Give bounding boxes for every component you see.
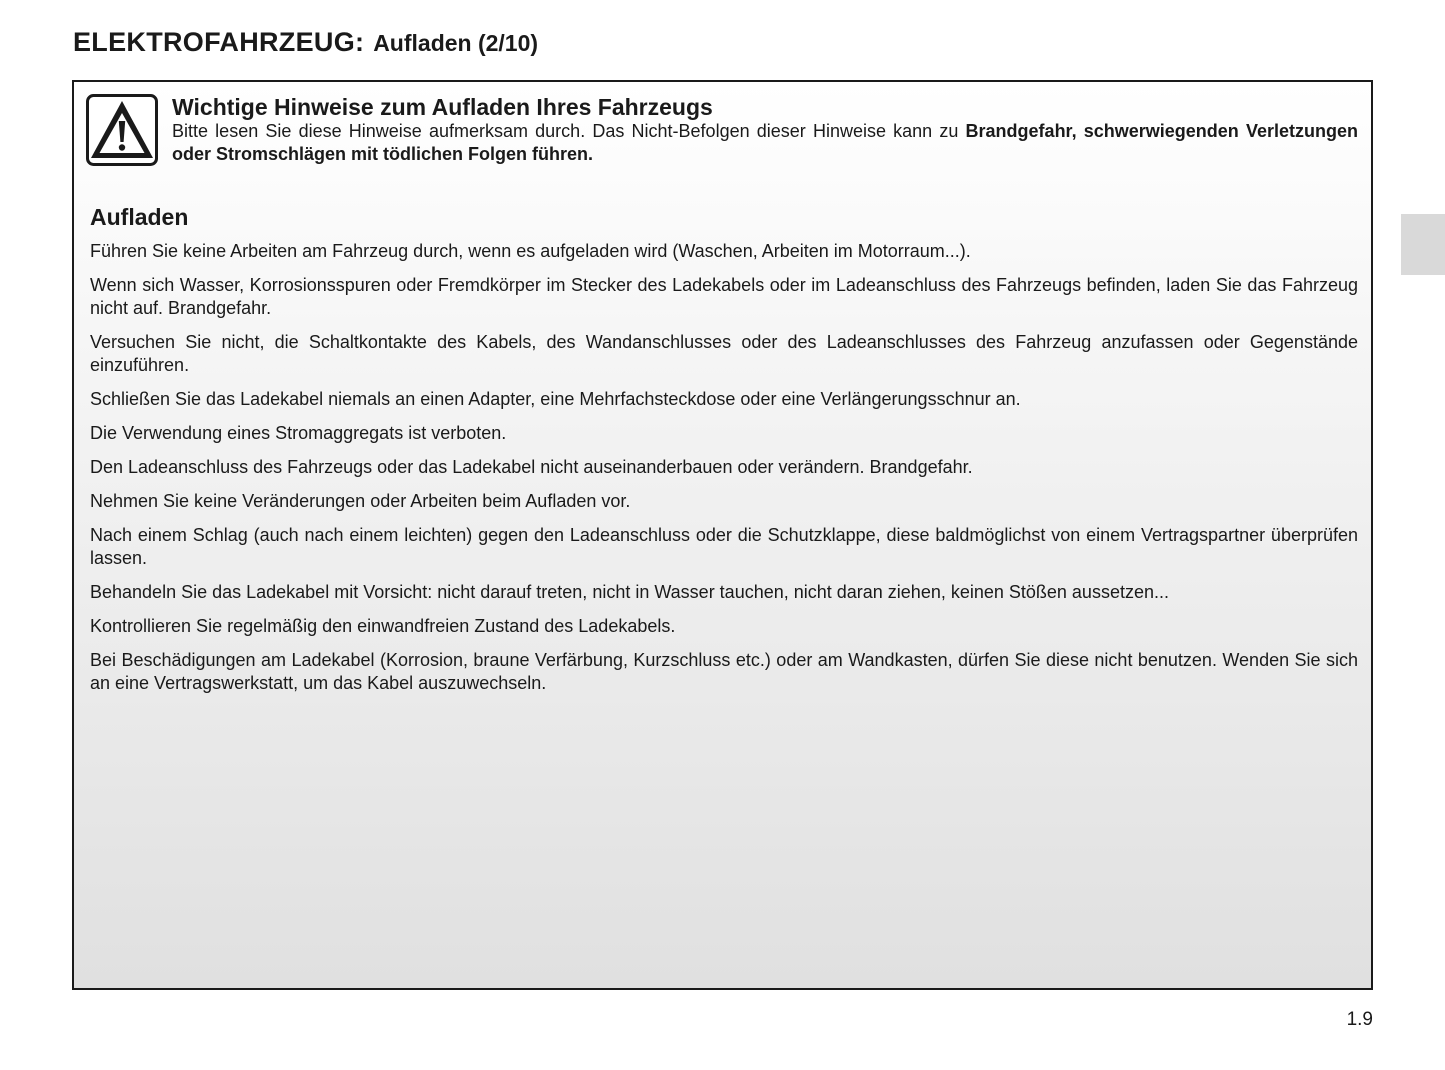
warning-intro-text: Bitte lesen Sie diese Hinweise aufmerksam durch. Das Nicht-Befolgen dieser Hinweise kann zu xyxy=(172,121,966,141)
list-item: Wenn sich Wasser, Korrosionsspuren oder Fremdkörper im Stecker des Ladekabels oder im Ladeanschluss des Fahrzeugs befinden, laden Sie das Fahrzeug nicht auf. Brandgefahr. xyxy=(90,275,1358,318)
list-item: Bei Beschädigungen am Ladekabel (Korrosion, braune Verfärbung, Kurzschluss etc.) oder am Wandkasten, dürfen Sie diese nicht benutzen. Wenden Sie sich an eine Vertragswerkstatt, um das Kabel auszuwechseln. xyxy=(90,650,1358,693)
list-item: Den Ladeanschluss des Fahrzeugs oder das Ladekabel nicht auseinanderbauen oder verändern. Brandgefahr. xyxy=(90,457,973,477)
list-item: Nach einem Schlag (auch nach einem leichten) gegen den Ladeanschluss oder die Schutzklappe, diese baldmöglichst von einem Vertragspartner überprüfen lassen. xyxy=(90,525,1358,568)
list-item: Führen Sie keine Arbeiten am Fahrzeug durch, wenn es aufgeladen wird (Waschen, Arbeiten im Motorraum...). xyxy=(90,241,971,261)
warning-triangle-icon xyxy=(86,94,158,166)
warning-intro-emphasis: Brandgefahr, schwerwiegenden Verletzungen oder Stromschlägen mit tödlichen Folgen führen. xyxy=(172,121,1358,164)
warning-list xyxy=(90,240,1358,706)
warning-intro xyxy=(172,120,1358,166)
warning-box xyxy=(72,80,1373,990)
section-heading: Aufladen xyxy=(90,204,189,230)
list-item: Schließen Sie das Ladekabel niemals an einen Adapter, eine Mehrfachsteckdose oder eine Verlängerungsschnur an. xyxy=(90,389,1021,409)
list-item: Kontrollieren Sie regelmäßig den einwandfreien Zustand des Ladekabels. xyxy=(90,616,676,636)
page-number: 1.9 xyxy=(1346,1009,1373,1030)
chapter-side-tab xyxy=(1401,214,1445,275)
list-item: Versuchen Sie nicht, die Schaltkontakte des Kabels, des Wandanschlusses oder des Ladeanschlusses des Fahrzeug anzufassen oder Gegenstände einzuführen. xyxy=(90,332,1358,375)
list-item: Behandeln Sie das Ladekabel mit Vorsicht: nicht darauf treten, nicht in Wasser tauchen, nicht daran ziehen, keinen Stößen aussetzen... xyxy=(90,582,1169,602)
warning-heading: Wichtige Hinweise zum Aufladen Ihres Fahrzeugs xyxy=(172,94,713,120)
page-title-main: ELEKTROFAHRZEUG: xyxy=(73,27,365,57)
list-item: Die Verwendung eines Stromaggregats ist verboten. xyxy=(90,423,507,443)
list-item: Nehmen Sie keine Veränderungen oder Arbeiten beim Aufladen vor. xyxy=(90,491,631,511)
page-title xyxy=(73,24,538,59)
page-title-sub: Aufladen (2/10) xyxy=(373,30,539,56)
